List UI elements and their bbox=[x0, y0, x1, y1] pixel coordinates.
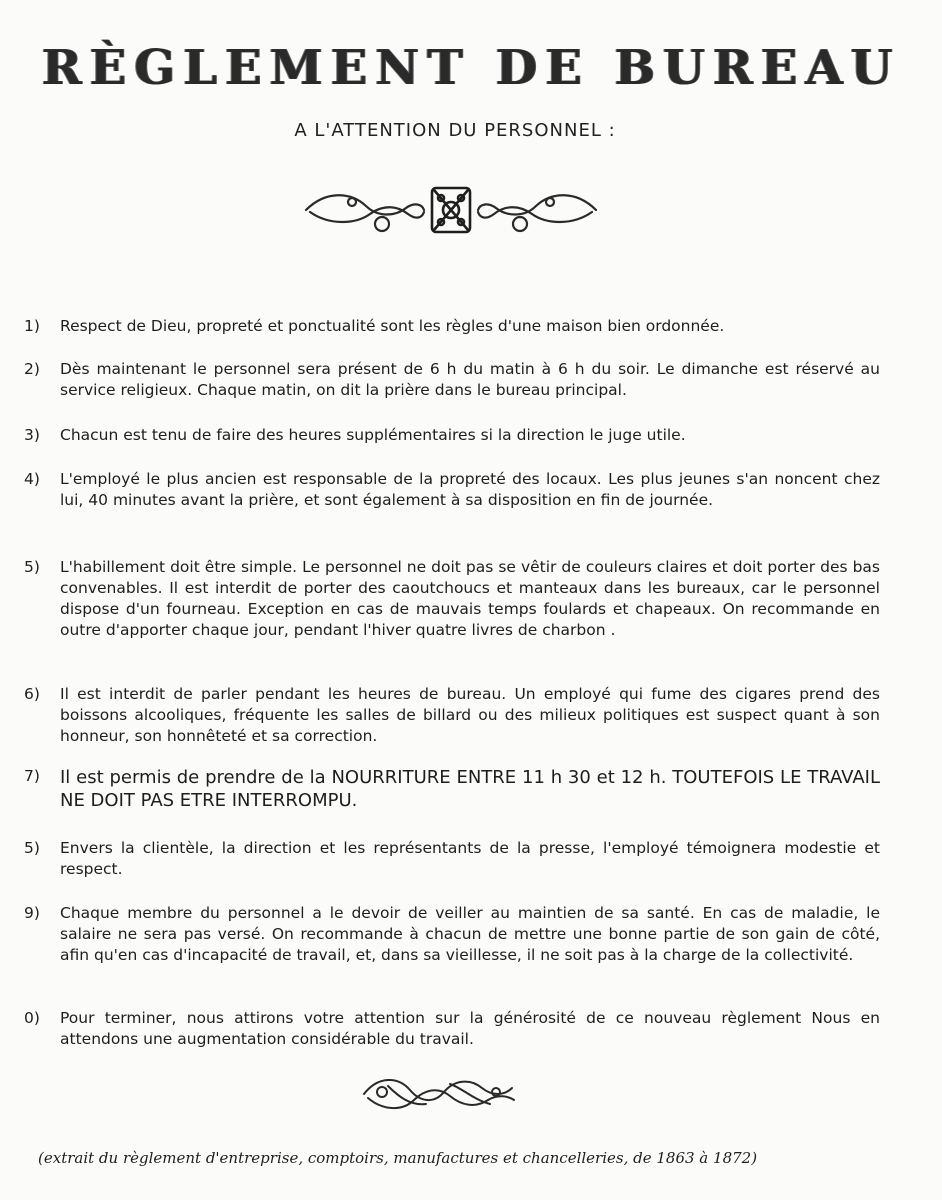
rule-text: Respect de Dieu, propreté et ponctualité sont les règles d'une maison bien ordonnée. bbox=[60, 317, 725, 335]
rule-number: 3) bbox=[24, 426, 40, 444]
rule-number: 4) bbox=[24, 470, 40, 488]
rule-number: 2) bbox=[24, 360, 40, 378]
footer-citation: (extrait du règlement d'entreprise, comptoirs, manufactures et chancelleries, de 1863 à 1872) bbox=[38, 1149, 758, 1167]
decorative-scroll-icon bbox=[358, 1070, 518, 1116]
rule-number: 1) bbox=[24, 317, 40, 335]
rule-number: 7) bbox=[24, 767, 40, 785]
decorative-flourish-icon bbox=[296, 180, 606, 240]
rule-number: 5) bbox=[24, 839, 40, 857]
rule-number: 6) bbox=[24, 685, 40, 703]
document-title: RÈGLEMENT DE BUREAU bbox=[41, 40, 901, 96]
rule-text: Dès maintenant le personnel sera présent de 6 h du matin à 6 h du soir. Le dimanche est réservé au service religieux. Chaque matin, on dit la prière dans le bureau principal. bbox=[60, 360, 880, 399]
rule-text: L'habillement doit être simple. Le personnel ne doit pas se vêtir de couleurs claires et doit porter des bas convenables. Il est interdit de porter des caoutchoucs et manteaux dans les bureaux, car le personnel dispose d'un fourneau. Exception en cas de mauvais temps foulards et chapeaux. On recommande en outre d'apporter chaque jour, pendant l'hiver quatre livres de charbon . bbox=[60, 558, 880, 639]
rule-text: Il est permis de prendre de la NOURRITURE ENTRE 11 h 30 et 12 h. TOUTEFOIS LE TRAVAIL NE DOIT PAS ETRE INTERROMPU. bbox=[60, 767, 880, 811]
rule-number: 0) bbox=[24, 1009, 40, 1027]
document-subtitle: A L'ATTENTION DU PERSONNEL : bbox=[294, 120, 616, 141]
rule-text: Chacun est tenu de faire des heures supplémentaires si la direction le juge utile. bbox=[60, 426, 686, 444]
rule-text: Chaque membre du personnel a le devoir de veiller au maintien de sa santé. En cas de maladie, le salaire ne sera pas versé. On recommande à chacun de mettre une bonne partie de son gain de côté, afin qu'en cas d'incapacité de travail, et, dans sa vieillesse, il ne soit pas à la charge de la collectivité. bbox=[60, 904, 880, 964]
rule-text: L'employé le plus ancien est responsable de la propreté des locaux. Les plus jeunes s'an noncent chez lui, 40 minutes avant la prière, et sont également à sa disposition en fin de journée. bbox=[60, 470, 880, 509]
rule-text: Pour terminer, nous attirons votre attention sur la générosité de ce nouveau règlement Nous en attendons une augmentation considérable du travail. bbox=[60, 1009, 880, 1048]
rule-number: 9) bbox=[24, 904, 40, 922]
rule-text: Il est interdit de parler pendant les heures de bureau. Un employé qui fume des cigares prend des boissons alcooliques, fréquente les salles de billard ou des milieux politiques est suspect quant à son honneur, son honnêteté et sa correction. bbox=[60, 685, 880, 745]
rule-text: Envers la clientèle, la direction et les représentants de la presse, l'employé témoignera modestie et respect. bbox=[60, 839, 880, 878]
rule-number: 5) bbox=[24, 558, 40, 576]
